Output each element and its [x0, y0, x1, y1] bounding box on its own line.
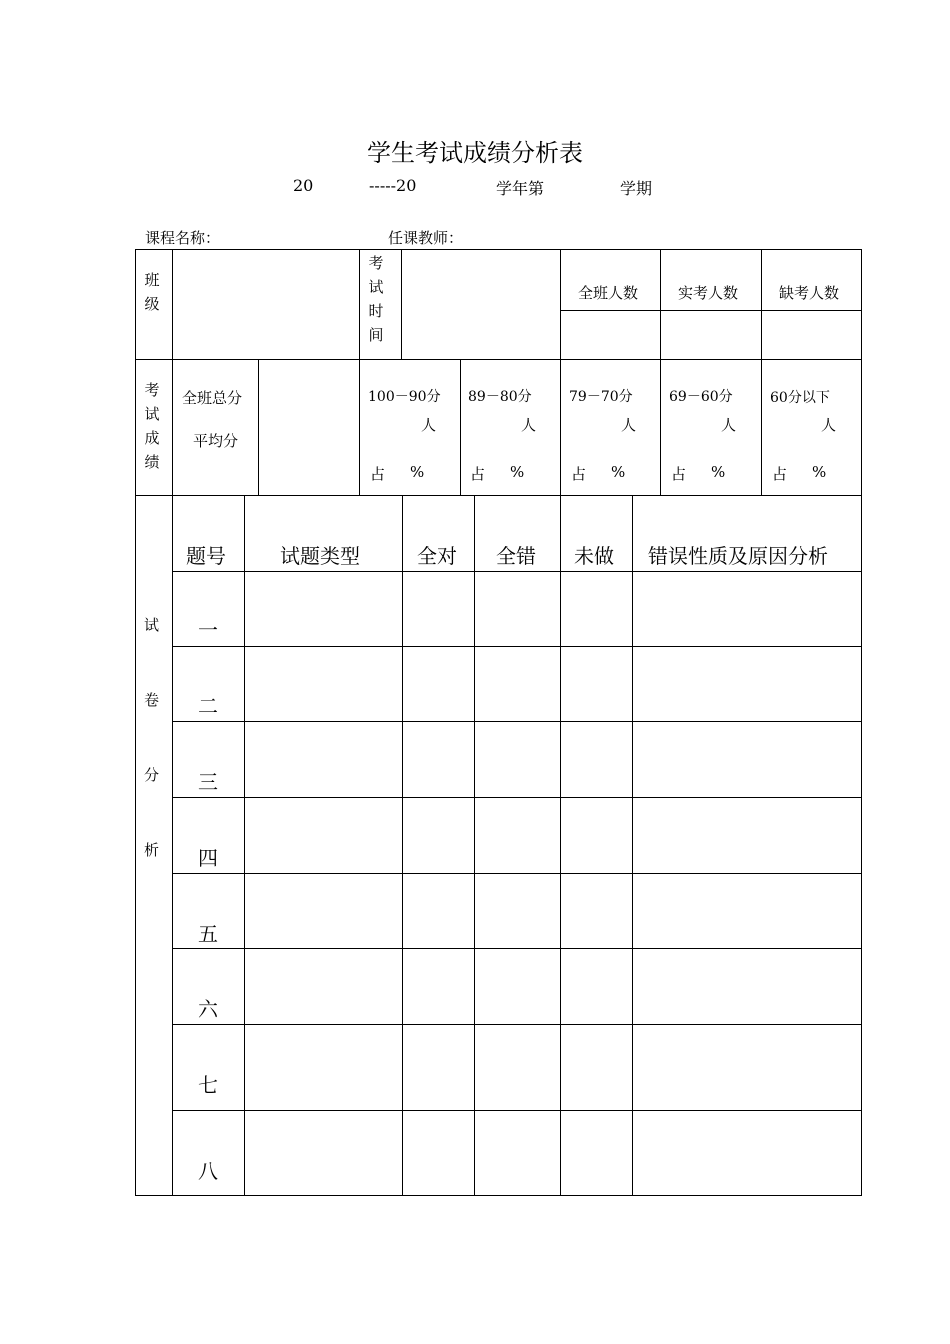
- col-question-type: 试题类型: [280, 544, 360, 568]
- col-all-correct: 全对: [417, 544, 457, 568]
- year-end: -----20: [369, 176, 417, 195]
- col-all-wrong: 全错: [496, 544, 536, 568]
- person-unit: 人: [521, 416, 537, 434]
- analysis-label-char: 析: [144, 841, 160, 859]
- ratio-unit: %: [410, 463, 425, 481]
- class-label: 班级: [144, 271, 160, 313]
- band-below-60: 60分以下: [770, 390, 830, 406]
- ratio-unit: %: [711, 463, 726, 481]
- class-total-score-label: 全班总分: [182, 389, 243, 407]
- band-100-90: 100－90分: [368, 389, 441, 405]
- row-number: 四: [198, 846, 218, 870]
- ratio-prefix: 占: [772, 465, 788, 483]
- col-error-analysis: 错误性质及原因分析: [648, 544, 828, 568]
- total-students-header: 全班人数: [578, 284, 639, 302]
- course-name-label: 课程名称：: [145, 229, 221, 247]
- row-number: 三: [198, 770, 218, 794]
- row-number: 七: [198, 1073, 218, 1097]
- ratio-unit: %: [510, 463, 525, 481]
- ratio-prefix: 占: [370, 465, 386, 483]
- page-title: 学生考试成绩分析表: [367, 139, 583, 167]
- actual-takers-header: 实考人数: [678, 284, 739, 302]
- academic-year-label: 学年第: [496, 179, 545, 198]
- year-start: 20: [293, 176, 314, 195]
- person-unit: 人: [621, 416, 637, 434]
- ratio-prefix: 占: [470, 465, 486, 483]
- row-number: 六: [198, 997, 218, 1021]
- teacher-label: 任课教师：: [388, 229, 464, 247]
- ratio-unit: %: [812, 463, 827, 481]
- person-unit: 人: [421, 416, 437, 434]
- analysis-label-char: 分: [144, 766, 160, 784]
- ratio-prefix: 占: [571, 465, 587, 483]
- row-number: 二: [198, 694, 218, 718]
- band-69-60: 69－60分: [669, 389, 733, 405]
- ratio-prefix: 占: [671, 465, 687, 483]
- analysis-label-char: 卷: [144, 691, 160, 709]
- analysis-label-char: 试: [144, 616, 160, 634]
- row-number: 八: [198, 1159, 218, 1183]
- term-label: 学期: [620, 179, 653, 198]
- band-79-70: 79－70分: [569, 389, 633, 405]
- row-number: 一: [198, 618, 218, 642]
- col-not-done: 未做: [574, 544, 614, 568]
- person-unit: 人: [821, 416, 837, 434]
- col-question-number: 题号: [186, 544, 226, 568]
- average-score-label: 平均分: [193, 432, 239, 450]
- person-unit: 人: [721, 416, 737, 434]
- band-89-80: 89－80分: [468, 389, 532, 405]
- exam-time-label: 考试时间: [368, 254, 384, 344]
- absent-header: 缺考人数: [779, 284, 840, 302]
- row-number: 五: [198, 922, 218, 946]
- ratio-unit: %: [611, 463, 626, 481]
- exam-score-label: 考试成绩: [144, 381, 160, 471]
